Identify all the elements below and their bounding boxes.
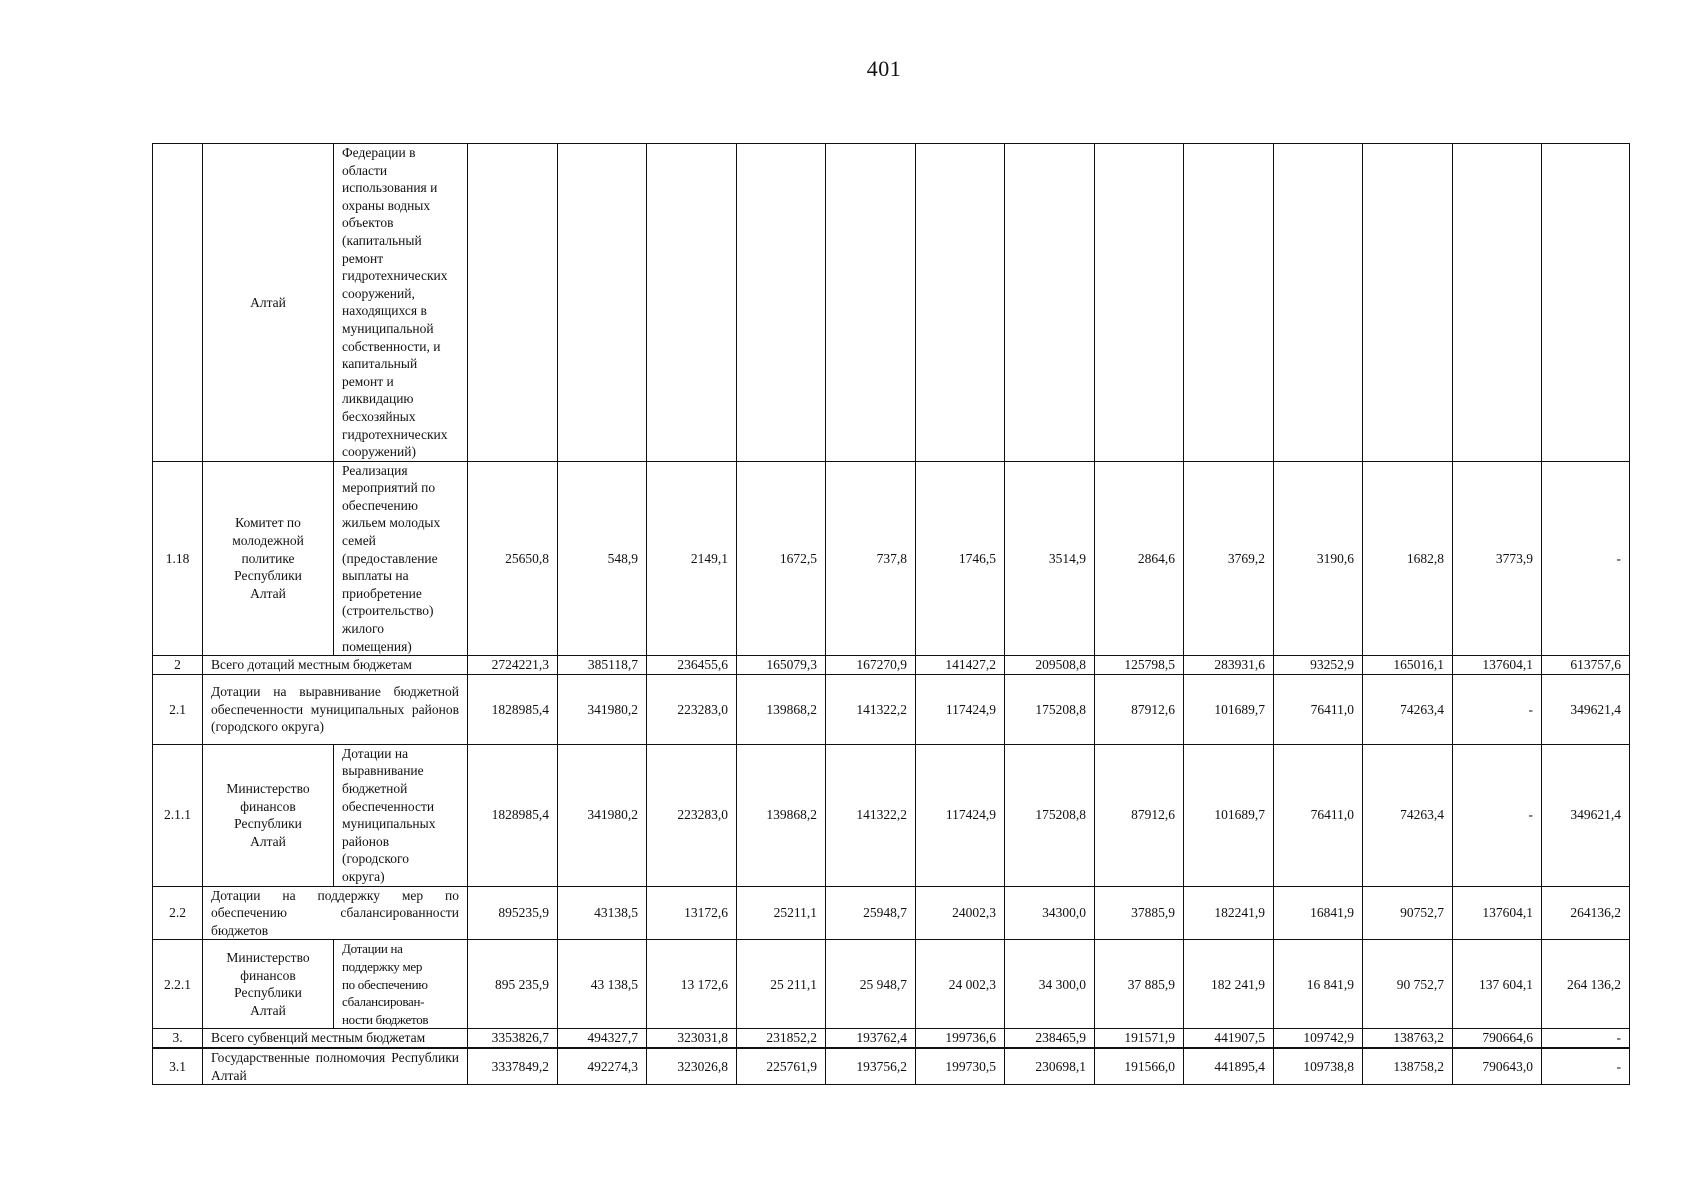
value-cell: [647, 144, 737, 462]
value-cell: -: [1542, 1029, 1630, 1048]
row-description: Федерации в области использования и охраны водных объектов (капитальный ремонт гидротехнических сооружений, находящихся в муниципальной собственности, и капитальный ремонт и ликвидацию бесхозяйных гидротехнических сооружений): [334, 144, 468, 462]
value-cell: 25 211,1: [737, 940, 826, 1029]
value-cell: 24002,3: [916, 886, 1005, 940]
value-cell: 16841,9: [1274, 886, 1363, 940]
value-cell: 93252,9: [1274, 656, 1363, 675]
value-cell: 1828985,4: [468, 674, 558, 744]
row-organization: Комитет по молодежной политике Республики Алтай: [203, 461, 334, 656]
row-organization: Министерство финансов Республики Алтай: [203, 744, 334, 886]
value-cell: [737, 144, 826, 462]
value-cell: 167270,9: [826, 656, 916, 675]
row-index: 2: [153, 656, 203, 675]
value-cell: 138758,2: [1363, 1048, 1453, 1085]
value-cell: 349621,4: [1542, 744, 1630, 886]
row-description: Дотации на выравнивание бюджетной обеспеченности муниципальных районов (городского округа): [334, 744, 468, 886]
row-index: [153, 144, 203, 462]
row-index: 3.: [153, 1029, 203, 1048]
value-cell: 264 136,2: [1542, 940, 1630, 1029]
value-cell: 175208,8: [1005, 674, 1095, 744]
value-cell: 341980,2: [558, 744, 647, 886]
value-cell: 230698,1: [1005, 1048, 1095, 1085]
value-cell: 264136,2: [1542, 886, 1630, 940]
value-cell: 1682,8: [1363, 461, 1453, 656]
value-cell: 3769,2: [1184, 461, 1274, 656]
value-cell: 109738,8: [1274, 1048, 1363, 1085]
row-title: Всего дотаций местным бюджетам: [203, 656, 468, 675]
value-cell: [1095, 144, 1184, 462]
value-cell: 2149,1: [647, 461, 737, 656]
value-cell: 191571,9: [1095, 1029, 1184, 1048]
value-cell: 193756,2: [826, 1048, 916, 1085]
value-cell: 441895,4: [1184, 1048, 1274, 1085]
value-cell: 199736,6: [916, 1029, 1005, 1048]
row-title: Всего субвенций местным бюджетам: [203, 1029, 468, 1048]
value-cell: -: [1453, 744, 1542, 886]
value-cell: -: [1542, 461, 1630, 656]
value-cell: 117424,9: [916, 744, 1005, 886]
value-cell: 349621,4: [1542, 674, 1630, 744]
value-cell: 3514,9: [1005, 461, 1095, 656]
value-cell: 139868,2: [737, 744, 826, 886]
value-cell: 13 172,6: [647, 940, 737, 1029]
value-cell: 87912,6: [1095, 744, 1184, 886]
value-cell: 141427,2: [916, 656, 1005, 675]
value-cell: [1363, 144, 1453, 462]
row-description: Дотации на поддержку мер по обеспечению сбалансирован- ности бюджетов: [334, 940, 468, 1029]
row-title: Дотации на выравнивание бюджетной обеспеченности муниципальных районов (городского округа): [203, 674, 468, 744]
value-cell: 101689,7: [1184, 744, 1274, 886]
value-cell: 3337849,2: [468, 1048, 558, 1085]
value-cell: 43138,5: [558, 886, 647, 940]
row-index: 2.1.1: [153, 744, 203, 886]
table-row: [153, 674, 1630, 744]
value-cell: 1672,5: [737, 461, 826, 656]
value-cell: 175208,8: [1005, 744, 1095, 886]
value-cell: 341980,2: [558, 674, 647, 744]
value-cell: 87912,6: [1095, 674, 1184, 744]
value-cell: 3773,9: [1453, 461, 1542, 656]
value-cell: [468, 144, 558, 462]
value-cell: 236455,6: [647, 656, 737, 675]
value-cell: 2864,6: [1095, 461, 1184, 656]
row-organization: Алтай: [203, 144, 334, 462]
table-row: [153, 744, 1630, 886]
value-cell: [558, 144, 647, 462]
value-cell: 43 138,5: [558, 940, 647, 1029]
table-row: [153, 144, 1630, 462]
row-index: 2.2: [153, 886, 203, 940]
value-cell: 385118,7: [558, 656, 647, 675]
row-description: Реализация мероприятий по обеспечению жильем молодых семей (предоставление выплаты на приобретение (строительство) жилого помещения): [334, 461, 468, 656]
value-cell: 790643,0: [1453, 1048, 1542, 1085]
value-cell: 3190,6: [1274, 461, 1363, 656]
budget-table: [152, 143, 1630, 1085]
value-cell: 223283,0: [647, 744, 737, 886]
value-cell: 1828985,4: [468, 744, 558, 886]
value-cell: 138763,2: [1363, 1029, 1453, 1048]
value-cell: 225761,9: [737, 1048, 826, 1085]
value-cell: 90 752,7: [1363, 940, 1453, 1029]
value-cell: 323026,8: [647, 1048, 737, 1085]
value-cell: -: [1453, 674, 1542, 744]
value-cell: 323031,8: [647, 1029, 737, 1048]
value-cell: 74263,4: [1363, 744, 1453, 886]
value-cell: 209508,8: [1005, 656, 1095, 675]
value-cell: 548,9: [558, 461, 647, 656]
row-organization: Министерство финансов Республики Алтай: [203, 940, 334, 1029]
value-cell: 182241,9: [1184, 886, 1274, 940]
row-title: Дотации на поддержку мер по обеспечению сбалансированности бюджетов: [203, 886, 468, 940]
value-cell: 494327,7: [558, 1029, 647, 1048]
value-cell: 283931,6: [1184, 656, 1274, 675]
value-cell: 137 604,1: [1453, 940, 1542, 1029]
value-cell: [1184, 144, 1274, 462]
value-cell: 613757,6: [1542, 656, 1630, 675]
value-cell: 182 241,9: [1184, 940, 1274, 1029]
value-cell: 492274,3: [558, 1048, 647, 1085]
value-cell: 790664,6: [1453, 1029, 1542, 1048]
value-cell: 238465,9: [1005, 1029, 1095, 1048]
value-cell: 37 885,9: [1095, 940, 1184, 1029]
value-cell: 141322,2: [826, 674, 916, 744]
value-cell: 25948,7: [826, 886, 916, 940]
table-row: [153, 940, 1630, 1029]
value-cell: 165079,3: [737, 656, 826, 675]
page-number: 401: [866, 56, 902, 81]
value-cell: 125798,5: [1095, 656, 1184, 675]
value-cell: 1746,5: [916, 461, 1005, 656]
value-cell: 193762,4: [826, 1029, 916, 1048]
table-row: [153, 1029, 1630, 1048]
value-cell: 16 841,9: [1274, 940, 1363, 1029]
value-cell: 165016,1: [1363, 656, 1453, 675]
value-cell: 76411,0: [1274, 744, 1363, 886]
row-index: 3.1: [153, 1048, 203, 1085]
row-index: 1.18: [153, 461, 203, 656]
value-cell: 737,8: [826, 461, 916, 656]
value-cell: 76411,0: [1274, 674, 1363, 744]
value-cell: 24 002,3: [916, 940, 1005, 1029]
value-cell: [1453, 144, 1542, 462]
table-row: [153, 1048, 1630, 1085]
value-cell: 895235,9: [468, 886, 558, 940]
value-cell: 231852,2: [737, 1029, 826, 1048]
value-cell: [1274, 144, 1363, 462]
value-cell: 101689,7: [1184, 674, 1274, 744]
value-cell: [916, 144, 1005, 462]
value-cell: [1005, 144, 1095, 462]
table-row: [153, 461, 1630, 656]
value-cell: 191566,0: [1095, 1048, 1184, 1085]
value-cell: 141322,2: [826, 744, 916, 886]
value-cell: 13172,6: [647, 886, 737, 940]
value-cell: 199730,5: [916, 1048, 1005, 1085]
value-cell: 74263,4: [1363, 674, 1453, 744]
value-cell: 139868,2: [737, 674, 826, 744]
value-cell: 441907,5: [1184, 1029, 1274, 1048]
value-cell: 137604,1: [1453, 886, 1542, 940]
value-cell: 2724221,3: [468, 656, 558, 675]
value-cell: 137604,1: [1453, 656, 1542, 675]
table-row: [153, 886, 1630, 940]
value-cell: 895 235,9: [468, 940, 558, 1029]
value-cell: 117424,9: [916, 674, 1005, 744]
value-cell: [1542, 144, 1630, 462]
value-cell: 25 948,7: [826, 940, 916, 1029]
value-cell: 34300,0: [1005, 886, 1095, 940]
table-row: [153, 656, 1630, 675]
value-cell: 3353826,7: [468, 1029, 558, 1048]
value-cell: -: [1542, 1048, 1630, 1085]
value-cell: 25650,8: [468, 461, 558, 656]
value-cell: 223283,0: [647, 674, 737, 744]
row-index: 2.1: [153, 674, 203, 744]
value-cell: 34 300,0: [1005, 940, 1095, 1029]
value-cell: [826, 144, 916, 462]
value-cell: 109742,9: [1274, 1029, 1363, 1048]
value-cell: 90752,7: [1363, 886, 1453, 940]
value-cell: 25211,1: [737, 886, 826, 940]
row-title: Государственные полномочия Республики Алтай: [203, 1048, 468, 1085]
value-cell: 37885,9: [1095, 886, 1184, 940]
row-index: 2.2.1: [153, 940, 203, 1029]
